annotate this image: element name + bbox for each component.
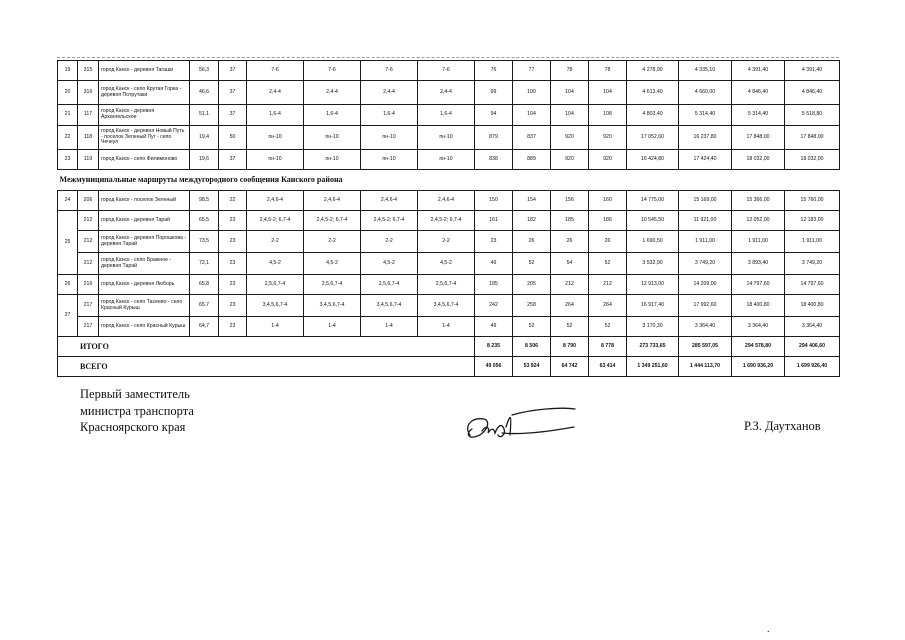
mileage-grand-total: 1 444 113,70 — [679, 357, 732, 377]
route-name: город Канск - село Тасеево - село Красный Курыш — [99, 295, 190, 317]
trips-cell: 78 — [589, 61, 627, 81]
trips-grand-total: 53 924 — [513, 357, 551, 377]
table-row — [58, 317, 840, 337]
trips-cell: 264 — [589, 295, 627, 317]
route-code: 118 — [78, 126, 99, 150]
mileage-cell: 4 335,10 — [679, 61, 732, 81]
trips-cell: 23 — [475, 231, 513, 253]
schedule-cell: 2,5,6,7-4 — [418, 275, 475, 295]
table-row — [58, 211, 840, 231]
schedule-cell: 3,4,5,6,7-4 — [361, 295, 418, 317]
schedule-cell: 1,6-4 — [361, 105, 418, 126]
route-length: 19,4 — [190, 126, 219, 150]
trips-grand-total: 49 056 — [475, 357, 513, 377]
row-number: 24 — [58, 191, 78, 211]
mileage-cell: 14 209,00 — [679, 275, 732, 295]
trips-cell: 78 — [551, 61, 589, 81]
trips-cell: 49 — [475, 253, 513, 275]
trips-grand-total: 63 414 — [589, 357, 627, 377]
trips-cell: 52 — [589, 253, 627, 275]
route-name: город Канск - село Крутая Горка - деревня Потрутаки — [99, 81, 190, 105]
bus-capacity: 37 — [219, 105, 247, 126]
schedule-cell: 2-2 — [418, 231, 475, 253]
trips-cell: 52 — [589, 317, 627, 337]
route-name: город Канск - поселок Зеленый — [99, 191, 190, 211]
mileage-cell: 14 775,00 — [627, 191, 679, 211]
trips-cell: 150 — [475, 191, 513, 211]
mileage-cell: 18 032,00 — [732, 150, 785, 170]
trips-cell: 837 — [513, 126, 551, 150]
schedule-cell: 2,4,6-4 — [418, 191, 475, 211]
mileage-total: 273 733,65 — [627, 337, 679, 357]
row-number: 26 — [58, 275, 78, 295]
mileage-cell: 3 364,40 — [732, 317, 785, 337]
schedule-cell: 4,5-2 — [247, 253, 304, 275]
schedule-cell: 2-2 — [361, 231, 418, 253]
mileage-total: 294 406,60 — [785, 337, 840, 357]
mileage-cell: 4 846,40 — [785, 81, 840, 105]
mileage-cell: 14 797,60 — [732, 275, 785, 295]
mileage-cell: 3 749,20 — [679, 253, 732, 275]
schedule-cell: 3,4,5,6,7-4 — [304, 295, 361, 317]
route-code: 315 — [78, 61, 99, 81]
mileage-cell: 18 032,00 — [785, 150, 840, 170]
mileage-cell: 18 400,80 — [785, 295, 840, 317]
mileage-cell: 17 848,00 — [732, 126, 785, 150]
schedule-cell: 2-2 — [247, 231, 304, 253]
signatory-title-line: Первый заместитель — [80, 387, 190, 401]
route-length: 65,5 — [190, 211, 219, 231]
schedule-cell: 2,4,5-2; 6,7-4 — [247, 211, 304, 231]
mileage-grand-total: 1 349 251,60 — [627, 357, 679, 377]
route-code: 206 — [78, 191, 99, 211]
signatory-position — [80, 386, 194, 436]
mileage-cell: 4 803,40 — [627, 105, 679, 126]
trips-cell: 104 — [551, 105, 589, 126]
bus-capacity: 23 — [219, 295, 247, 317]
schedule-cell: пн-10 — [418, 126, 475, 150]
route-length: 73,5 — [190, 231, 219, 253]
mileage-cell: 15 366,00 — [732, 191, 785, 211]
mileage-total: 285 597,05 — [679, 337, 732, 357]
mileage-cell: 5 314,40 — [732, 105, 785, 126]
mileage-cell: 17 848,00 — [785, 126, 840, 150]
trips-cell: 99 — [475, 81, 513, 105]
route-name: город Канск - село Филимоново — [99, 150, 190, 170]
trips-cell: 185 — [475, 275, 513, 295]
schedule-cell: пн-10 — [304, 150, 361, 170]
route-name: город Канск - село Бражное - деревня Тарай — [99, 253, 190, 275]
route-length: 98,5 — [190, 191, 219, 211]
bus-capacity: 37 — [219, 150, 247, 170]
row-number: 21 — [58, 105, 78, 126]
schedule-cell: 1-4 — [304, 317, 361, 337]
row-number: 27 — [58, 295, 78, 337]
schedule-cell: 7-6 — [247, 61, 304, 81]
trips-cell: 76 — [475, 61, 513, 81]
schedule-cell: 2,5,6,7-4 — [247, 275, 304, 295]
trips-cell: 108 — [589, 105, 627, 126]
trips-cell: 186 — [589, 211, 627, 231]
schedule-cell: 3,4,5,6,7-4 — [418, 295, 475, 317]
bus-capacity: 22 — [219, 191, 247, 211]
route-code: 117 — [78, 105, 99, 126]
schedule-cell: 1-4 — [247, 317, 304, 337]
route-name: город Канск - деревня Люборь — [99, 275, 190, 295]
schedule-cell: пн-10 — [304, 126, 361, 150]
mileage-cell: 1 911,00 — [732, 231, 785, 253]
mileage-cell: 16 424,80 — [627, 150, 679, 170]
route-length: 51,1 — [190, 105, 219, 126]
schedule-cell: 2,4,6-4 — [247, 191, 304, 211]
mileage-cell: 4 613,40 — [627, 81, 679, 105]
trips-cell: 160 — [589, 191, 627, 211]
trips-cell: 920 — [589, 126, 627, 150]
schedule-cell: 2,4,5-2; 6,7-4 — [418, 211, 475, 231]
trips-cell: 104 — [551, 81, 589, 105]
mileage-cell: 5 314,40 — [679, 105, 732, 126]
mileage-cell: 3 749,20 — [785, 253, 840, 275]
mileage-cell: 4 660,00 — [679, 81, 732, 105]
signatory-title-line: министра транспорта — [80, 403, 194, 418]
subtotal-row — [58, 337, 840, 357]
mileage-cell: 12 052,00 — [732, 211, 785, 231]
row-number: 25 — [58, 211, 78, 275]
route-name: город Канск - деревня Порошкова - деревня Тарай — [99, 231, 190, 253]
route-code: 212 — [78, 253, 99, 275]
schedule-cell: 2,4,5-2; 6,7-4 — [304, 211, 361, 231]
trips-cell: 52 — [513, 317, 551, 337]
route-length: 65,7 — [190, 295, 219, 317]
row-number: 19 — [58, 61, 78, 81]
mileage-cell: 3 532,90 — [627, 253, 679, 275]
trips-total: 8 235 — [475, 337, 513, 357]
route-code: 217 — [78, 295, 99, 317]
trips-cell: 49 — [475, 317, 513, 337]
schedule-cell: 1-4 — [361, 317, 418, 337]
schedule-cell: 4,5-2 — [304, 253, 361, 275]
bus-capacity: 23 — [219, 317, 247, 337]
cut-edge-line — [57, 57, 839, 58]
trips-cell: 879 — [475, 126, 513, 150]
mileage-cell: 4 391,40 — [732, 61, 785, 81]
route-code: 212 — [78, 211, 99, 231]
trips-cell: 182 — [513, 211, 551, 231]
schedule-cell: пн-10 — [361, 126, 418, 150]
trips-cell: 920 — [551, 126, 589, 150]
schedule-cell: 4,5-2 — [361, 253, 418, 275]
mileage-grand-total: 1 690 936,20 — [732, 357, 785, 377]
schedule-cell: 2,4-4 — [304, 81, 361, 105]
bus-capacity: 37 — [219, 61, 247, 81]
mileage-cell: 11 921,00 — [679, 211, 732, 231]
trips-total: 8 778 — [589, 337, 627, 357]
trips-total: 8 790 — [551, 337, 589, 357]
page-mark: . — [767, 624, 770, 635]
table-row — [58, 61, 840, 81]
route-length: 46,6 — [190, 81, 219, 105]
trips-cell: 212 — [551, 275, 589, 295]
trips-cell: 104 — [513, 105, 551, 126]
bus-capacity: 23 — [219, 275, 247, 295]
mileage-cell: 17 424,40 — [679, 150, 732, 170]
bus-capacity: 23 — [219, 253, 247, 275]
schedule-cell: 2,4,6-4 — [304, 191, 361, 211]
trips-cell: 94 — [475, 105, 513, 126]
route-code: 119 — [78, 150, 99, 170]
route-length: 56,3 — [190, 61, 219, 81]
mileage-total: 294 578,80 — [732, 337, 785, 357]
bus-capacity: 50 — [219, 126, 247, 150]
mileage-cell: 10 545,50 — [627, 211, 679, 231]
route-name: город Канск - село Красный Курыш — [99, 317, 190, 337]
routes-table — [57, 60, 840, 377]
schedule-cell: 7-6 — [304, 61, 361, 81]
trips-cell: 54 — [551, 253, 589, 275]
trips-total: 8 506 — [513, 337, 551, 357]
table-row — [58, 126, 840, 150]
signatory-name: Р.З. Даутханов — [744, 419, 821, 433]
route-code: 217 — [78, 317, 99, 337]
mileage-cell: 4 391,40 — [785, 61, 840, 81]
table-row — [58, 150, 840, 170]
trips-cell: 161 — [475, 211, 513, 231]
schedule-cell: 1,6-4 — [247, 105, 304, 126]
route-name: город Канск - деревня Тагаши — [99, 61, 190, 81]
trips-cell: 838 — [475, 150, 513, 170]
mileage-cell: 5 518,80 — [785, 105, 840, 126]
grand-total-row — [58, 357, 840, 377]
route-name: город Канск - деревня Новый Путь - поселок Зеленый Луг - село Чечеул — [99, 126, 190, 150]
trips-cell: 26 — [551, 231, 589, 253]
trips-cell: 77 — [513, 61, 551, 81]
table-row — [58, 191, 840, 211]
route-code: 216 — [78, 275, 99, 295]
row-number: 23 — [58, 150, 78, 170]
schedule-cell: 3,4,5,6,7-4 — [247, 295, 304, 317]
schedule-cell: 1-4 — [418, 317, 475, 337]
trips-cell: 264 — [551, 295, 589, 317]
bus-capacity: 37 — [219, 81, 247, 105]
grand-total-label: ВСЕГО — [58, 357, 475, 377]
bus-capacity: 23 — [219, 231, 247, 253]
schedule-cell: 2,4-4 — [247, 81, 304, 105]
trips-cell: 104 — [589, 81, 627, 105]
mileage-cell: 4 846,40 — [732, 81, 785, 105]
trips-cell: 205 — [513, 275, 551, 295]
schedule-cell: 2,5,6,7-4 — [304, 275, 361, 295]
trips-cell: 212 — [589, 275, 627, 295]
trips-cell: 920 — [551, 150, 589, 170]
trips-cell: 154 — [513, 191, 551, 211]
schedule-cell: 7-6 — [418, 61, 475, 81]
schedule-cell: 2-2 — [304, 231, 361, 253]
section-row — [58, 170, 840, 191]
trips-grand-total: 64 742 — [551, 357, 589, 377]
mileage-cell: 1 911,00 — [785, 231, 840, 253]
trips-cell: 156 — [551, 191, 589, 211]
trips-cell: 889 — [513, 150, 551, 170]
route-code: 316 — [78, 81, 99, 105]
section-title: Межмуниципальные маршруты междугородного сообщения Канского района — [58, 170, 840, 191]
table-row — [58, 105, 840, 126]
schedule-cell: 1,6-4 — [304, 105, 361, 126]
trips-cell: 258 — [513, 295, 551, 317]
mileage-cell: 16 917,40 — [627, 295, 679, 317]
mileage-cell: 3 893,40 — [732, 253, 785, 275]
mileage-cell: 15 169,00 — [679, 191, 732, 211]
schedule-cell: 2,5,6,7-4 — [361, 275, 418, 295]
mileage-cell: 3 170,30 — [627, 317, 679, 337]
schedule-cell: пн-10 — [361, 150, 418, 170]
schedule-cell: 7-6 — [361, 61, 418, 81]
subtotal-label: ИТОГО — [58, 337, 475, 357]
row-number: 20 — [58, 81, 78, 105]
mileage-cell: 15 760,00 — [785, 191, 840, 211]
route-length: 72,1 — [190, 253, 219, 275]
mileage-cell: 14 797,60 — [785, 275, 840, 295]
trips-cell: 185 — [551, 211, 589, 231]
mileage-cell: 17 992,60 — [679, 295, 732, 317]
schedule-cell: 2,4,6-4 — [361, 191, 418, 211]
route-length: 64,7 — [190, 317, 219, 337]
trips-cell: 242 — [475, 295, 513, 317]
table-row — [58, 231, 840, 253]
schedule-cell: 2,4-4 — [361, 81, 418, 105]
trips-cell: 920 — [589, 150, 627, 170]
table-row — [58, 253, 840, 275]
schedule-cell: пн-10 — [247, 126, 304, 150]
bus-capacity: 23 — [219, 211, 247, 231]
mileage-cell: 3 364,40 — [785, 317, 840, 337]
schedule-cell: 4,5-2 — [418, 253, 475, 275]
signatory-title-line: Красноярского края — [80, 420, 186, 434]
schedule-cell: пн-10 — [418, 150, 475, 170]
table-row — [58, 295, 840, 317]
handwritten-signature — [462, 405, 577, 443]
row-number: 22 — [58, 126, 78, 150]
mileage-cell: 16 237,80 — [679, 126, 732, 150]
table-row — [58, 275, 840, 295]
trips-cell: 52 — [551, 317, 589, 337]
mileage-cell: 12 913,00 — [627, 275, 679, 295]
schedule-cell: 2,4-4 — [418, 81, 475, 105]
route-code: 212 — [78, 231, 99, 253]
trips-cell: 52 — [513, 253, 551, 275]
route-name: город Канск - деревня Архангельское — [99, 105, 190, 126]
mileage-cell: 17 052,60 — [627, 126, 679, 150]
route-length: 19,6 — [190, 150, 219, 170]
table-row — [58, 81, 840, 105]
mileage-cell: 1 911,00 — [679, 231, 732, 253]
mileage-cell: 12 183,00 — [785, 211, 840, 231]
mileage-cell: 3 364,40 — [679, 317, 732, 337]
schedule-cell: 2,4,5-2; 6,7-4 — [361, 211, 418, 231]
schedule-cell: пн-10 — [247, 150, 304, 170]
trips-cell: 100 — [513, 81, 551, 105]
schedule-cell: 1,6-4 — [418, 105, 475, 126]
trips-cell: 26 — [513, 231, 551, 253]
mileage-cell: 1 690,50 — [627, 231, 679, 253]
mileage-grand-total: 1 699 926,40 — [785, 357, 840, 377]
route-name: город Канск - деревня Тарай — [99, 211, 190, 231]
route-length: 65,8 — [190, 275, 219, 295]
trips-cell: 26 — [589, 231, 627, 253]
mileage-cell: 4 278,90 — [627, 61, 679, 81]
mileage-cell: 18 400,80 — [732, 295, 785, 317]
